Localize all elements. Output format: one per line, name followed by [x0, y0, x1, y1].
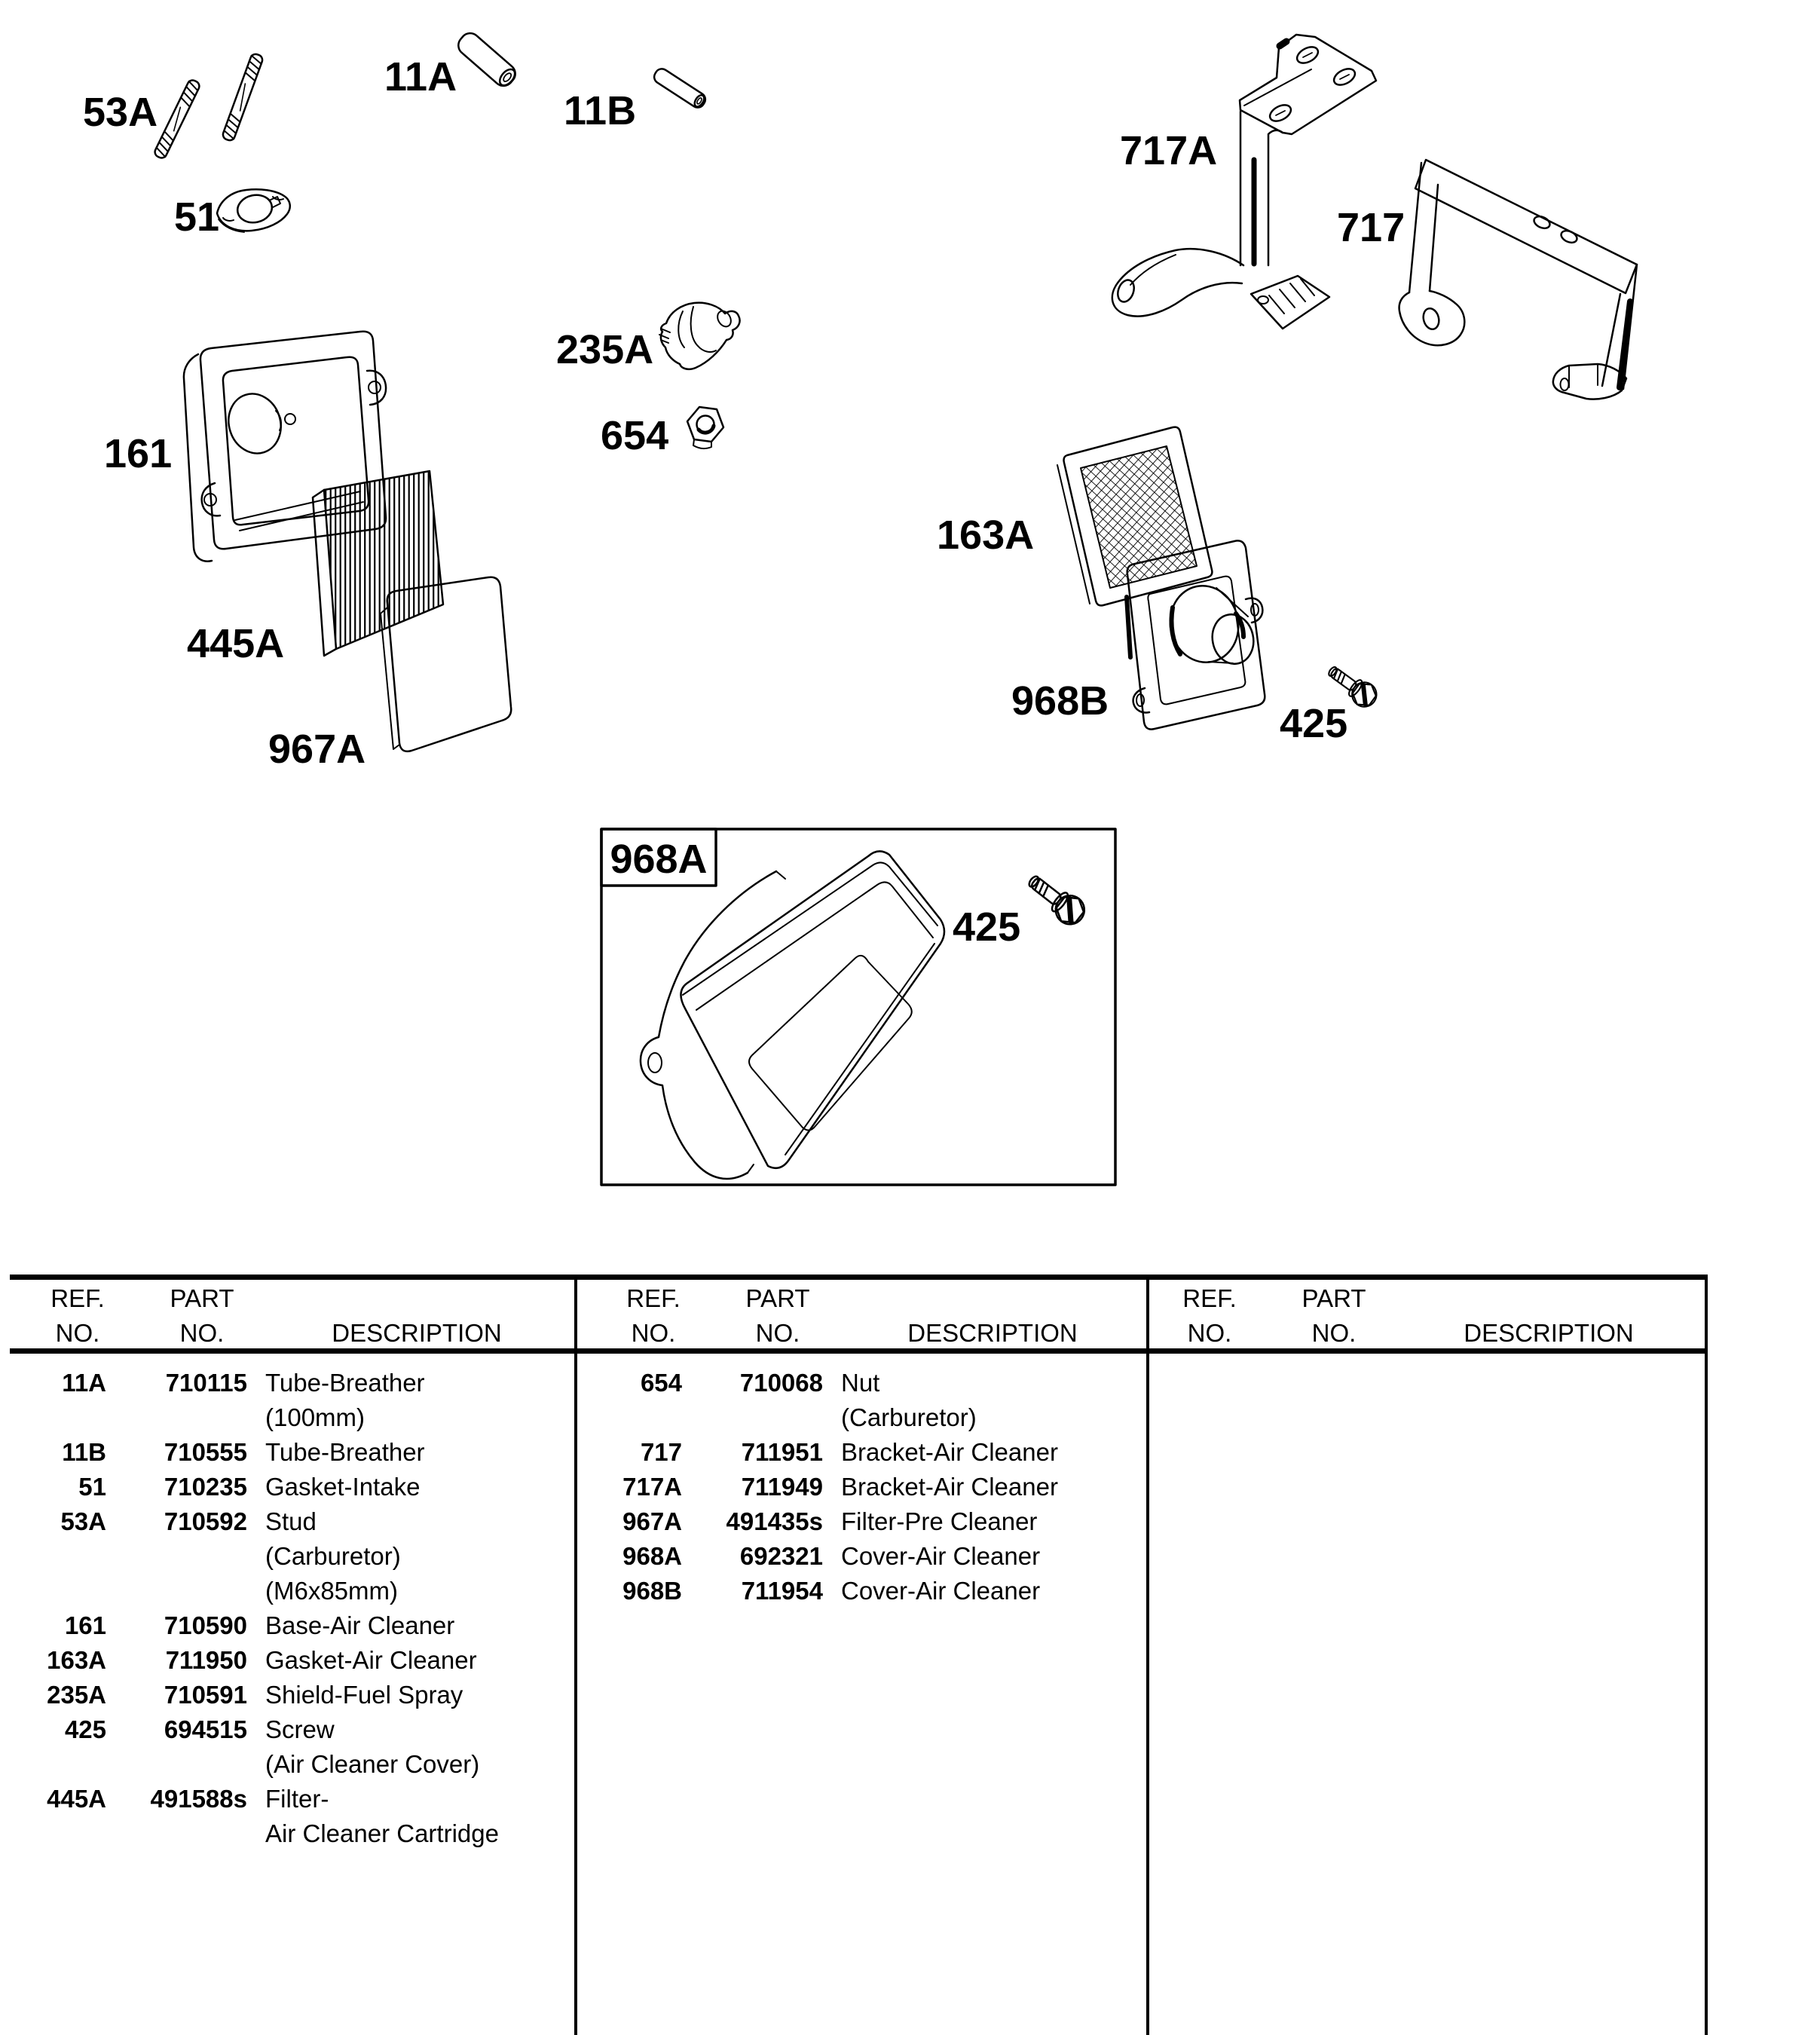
- header-part-no: PART NO.: [170, 1284, 234, 1347]
- cell-part: 710592: [164, 1507, 247, 1535]
- cell-part: 694515: [164, 1715, 247, 1743]
- part-label-163A: 163A: [937, 513, 1035, 558]
- cell-desc: Gasket-Air Cleaner: [265, 1646, 477, 1674]
- header-ref-no: REF. NO.: [626, 1284, 681, 1347]
- cell-ref: 654: [640, 1369, 682, 1397]
- table-row: [597, 1366, 1147, 1400]
- cell-ref: 445A: [47, 1785, 106, 1813]
- part-bracket-717A: [1112, 35, 1376, 329]
- part-label-717A: 717A: [1120, 128, 1218, 173]
- cell-ref: 53A: [60, 1507, 106, 1535]
- cell-part: 711949: [741, 1473, 823, 1501]
- table-column-1: [21, 1366, 571, 1851]
- cell-part: 692321: [739, 1542, 823, 1570]
- part-label-53A: 53A: [83, 90, 158, 135]
- cell-ref: 235A: [47, 1681, 106, 1709]
- cell-desc: Filter-Pre Cleaner: [841, 1507, 1038, 1535]
- part-label-51: 51: [174, 194, 220, 240]
- cell-desc: (100mm): [265, 1403, 366, 1431]
- cell-desc: (Air Cleaner Cover): [265, 1750, 480, 1778]
- cell-desc: Shield-Fuel Spray: [265, 1681, 463, 1709]
- part-label-425-right: 425: [1280, 701, 1348, 746]
- table-row: [21, 1678, 571, 1712]
- table-row: [21, 1400, 571, 1435]
- table-row: [21, 1782, 571, 1816]
- part-label-11B: 11B: [564, 88, 637, 133]
- cell-part: 711954: [741, 1577, 823, 1605]
- part-label-967A: 967A: [268, 727, 366, 772]
- cell-ref: 968B: [622, 1577, 682, 1605]
- cell-part: 710068: [739, 1369, 823, 1397]
- table-row: [21, 1435, 571, 1470]
- table-row: [597, 1504, 1147, 1539]
- table-header-col-3: [1153, 1281, 1699, 1351]
- cell-ref: 717A: [622, 1473, 682, 1501]
- cell-ref: 161: [64, 1611, 106, 1639]
- table-row: [21, 1608, 571, 1643]
- cell-ref: 11B: [62, 1438, 106, 1466]
- cell-ref: 967A: [622, 1507, 682, 1535]
- table-header-col-2: [597, 1281, 1142, 1351]
- table-row: [21, 1712, 571, 1747]
- part-gasket-51: [217, 189, 290, 232]
- cell-desc: Stud: [265, 1507, 317, 1535]
- part-shield-235A: [659, 303, 740, 369]
- cell-desc: Bracket-Air Cleaner: [841, 1438, 1058, 1466]
- table-row: [21, 1539, 571, 1574]
- cell-desc: Gasket-Intake: [265, 1473, 421, 1501]
- table-header-col-1: [21, 1281, 567, 1351]
- header-description: DESCRIPTION: [1464, 1319, 1634, 1347]
- cell-desc: Air Cleaner Cartridge: [265, 1819, 499, 1847]
- part-stud-53A: [153, 53, 264, 160]
- part-label-654: 654: [601, 413, 669, 458]
- cell-part: 711950: [165, 1646, 247, 1674]
- cell-desc: (M6x85mm): [265, 1577, 399, 1605]
- cell-desc: Screw: [265, 1715, 335, 1743]
- part-filter-445A: [313, 471, 443, 656]
- part-label-445A: 445A: [187, 621, 285, 666]
- part-label-968A: 968A: [610, 837, 708, 882]
- cell-ref: 717: [640, 1438, 682, 1466]
- cell-part: 710591: [164, 1681, 247, 1709]
- table-row: [597, 1539, 1147, 1574]
- cell-part: 711951: [741, 1438, 823, 1466]
- header-description: DESCRIPTION: [332, 1319, 502, 1347]
- table-column-2: [597, 1366, 1147, 1608]
- table-row: [21, 1574, 571, 1608]
- diagram-labels: [83, 54, 1405, 950]
- cell-ref: 11A: [62, 1369, 106, 1397]
- part-label-161: 161: [104, 431, 173, 476]
- table-top-rule: [10, 1275, 1708, 1280]
- cell-desc: Filter-: [265, 1785, 329, 1813]
- cell-desc: Tube-Breather: [265, 1438, 425, 1466]
- table-row: [597, 1470, 1147, 1504]
- part-label-235A: 235A: [556, 327, 654, 372]
- cell-ref: 51: [78, 1473, 106, 1501]
- cell-desc: Base-Air Cleaner: [265, 1611, 455, 1639]
- cell-desc: (Carburetor): [841, 1403, 977, 1431]
- header-part-no: PART NO.: [1302, 1284, 1366, 1347]
- cell-part: 710555: [164, 1438, 247, 1466]
- table-row: [21, 1747, 571, 1782]
- table-row: [21, 1643, 571, 1678]
- table-row: [21, 1366, 571, 1400]
- table-right-border: [1705, 1275, 1708, 2035]
- cell-part: 710115: [165, 1369, 247, 1397]
- cell-desc: Cover-Air Cleaner: [841, 1577, 1041, 1605]
- part-gasket-163A: [1057, 427, 1212, 606]
- cell-desc: (Carburetor): [265, 1542, 401, 1570]
- part-label-717: 717: [1337, 205, 1406, 250]
- cell-ref: 968A: [622, 1542, 682, 1570]
- table-row: [21, 1816, 571, 1851]
- cell-part: 491588s: [150, 1785, 247, 1813]
- cell-desc: Tube-Breather: [265, 1369, 425, 1397]
- part-nut-654: [687, 407, 723, 448]
- part-tube-11B: [652, 66, 708, 110]
- cell-ref: 425: [64, 1715, 106, 1743]
- header-description: DESCRIPTION: [907, 1319, 1078, 1347]
- table-row: [21, 1504, 571, 1539]
- cell-desc: Nut: [841, 1369, 880, 1397]
- cell-part: 491435s: [726, 1507, 823, 1535]
- table-row: [597, 1400, 1147, 1435]
- part-label-11A: 11A: [384, 54, 457, 99]
- cell-desc: Bracket-Air Cleaner: [841, 1473, 1058, 1501]
- table-row: [597, 1574, 1147, 1608]
- part-cover-968A-box: [601, 829, 1115, 1185]
- cell-ref: 163A: [47, 1646, 106, 1674]
- part-bracket-717: [1399, 160, 1637, 399]
- part-tube-11A: [454, 29, 519, 90]
- header-ref-no: REF. NO.: [1182, 1284, 1237, 1347]
- cell-desc: Cover-Air Cleaner: [841, 1542, 1041, 1570]
- part-label-968B: 968B: [1011, 678, 1109, 724]
- header-ref-no: REF. NO.: [50, 1284, 105, 1347]
- table-row: [597, 1435, 1147, 1470]
- cell-part: 710590: [164, 1611, 247, 1639]
- part-label-425-box: 425: [953, 904, 1021, 950]
- cell-part: 710235: [164, 1473, 247, 1501]
- header-part-no: PART NO.: [745, 1284, 810, 1347]
- table-divider-1: [574, 1275, 577, 2035]
- table-row: [21, 1470, 571, 1504]
